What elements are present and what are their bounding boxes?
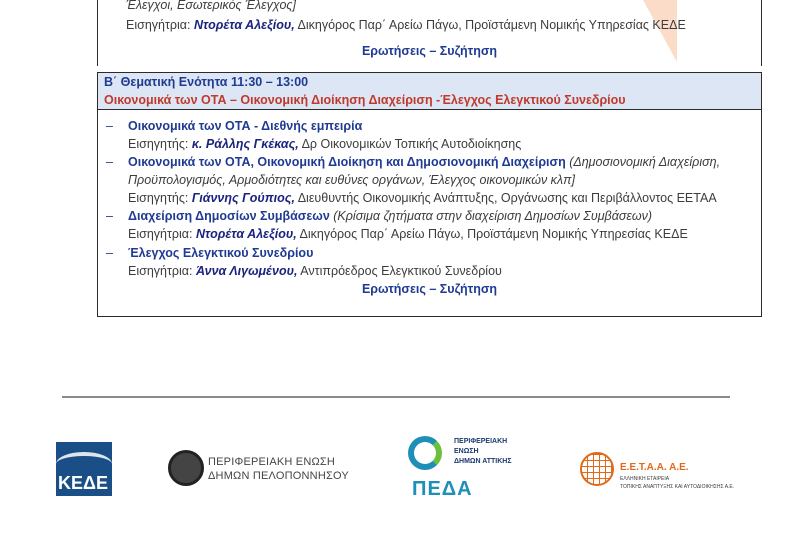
speaker-label: Εισηγήτρια:: [128, 227, 196, 241]
topic-title: Οικονομικά των ΟΤΑ, Οικονομική Διοίκηση και Δημοσιονομική Διαχείριση: [128, 155, 566, 169]
speaker-title: Δικηγόρος Παρ΄ Αρείω Πάγω, Προϊστάμενη Νομικής Υπηρεσίας ΚΕΔΕ: [296, 227, 688, 241]
speaker-label: Εισηγήτρια:: [126, 18, 194, 32]
topic-title: Οικονομικά των ΟΤΑ - Διεθνής εμπειρία: [128, 119, 363, 133]
list-item-topic: [128, 119, 362, 133]
speaker-title: Αντιπρόεδρος Ελεγκτικού Συνεδρίου: [297, 264, 502, 278]
speaker-title: Δικηγόρος Παρ΄ Αρείω Πάγω, Προϊστάμενη Νομικής Υπηρεσίας ΚΕΔΕ: [294, 18, 686, 32]
topic-note: (Κρίσιμα ζητήματα στην διαχείριση Δημοσίων Συμβάσεων): [329, 209, 653, 223]
logo-text-line2: ΕΝΩΣΗ: [454, 448, 479, 455]
speaker-line: [128, 227, 688, 241]
eetaa-wordmark: Ε.Ε.Τ.Α.Α. Α.Ε.: [620, 462, 689, 473]
speaker-label: Εισηγήτρια:: [128, 264, 196, 278]
topic-note: (Δημοσιονομική Διαχείριση,: [565, 155, 721, 169]
questions-discussion: Ερωτήσεις – Συζήτηση: [361, 282, 498, 296]
topic-title: Διαχείριση Δημοσίων Συμβάσεων: [128, 209, 330, 223]
topic-note-continued: Προϋπολογισμός, Αρμοδιότητες και ευθύνες οργάνων, Έλεγχος οικονομικών κλπ]: [128, 173, 575, 187]
list-item-topic: [128, 155, 720, 169]
logo-text-line1: ΠΕΡΙΦΕΡΕΙΑΚΗ: [454, 438, 508, 445]
kede-logo-text: ΚΕΔΕ: [58, 473, 108, 493]
previous-session-block: [97, 0, 762, 66]
list-item-topic: [128, 209, 652, 223]
section-subtitle: Οικονομικά των ΟΤΑ – Οικονομική Διοίκηση Διαχείριση -Έλεγχος Ελεγκτικού Συνεδρίου: [104, 93, 626, 107]
topic-title: Έλεγχος Ελεγκτικού Συνεδρίου: [128, 246, 314, 260]
logo-text-line1: ΠΕΡΙΦΕΡΕΙΑΚΗ ΕΝΩΣΗ: [208, 456, 336, 468]
speaker-name: Γιάννης Γούπιος,: [191, 191, 295, 205]
speaker-label: Εισηγητής:: [128, 137, 192, 151]
peda-wordmark: ΠΕΔΑ: [412, 478, 473, 500]
questions-discussion: Ερωτήσεις – Συζήτηση: [361, 44, 498, 58]
topic-note: Έλεγχοι, Εσωτερικός Έλεγχος]: [126, 0, 296, 12]
logo-text-line2: ΔΗΜΩΝ ΠΕΛΟΠΟΝΝΗΣΟΥ: [208, 470, 349, 482]
list-item-topic: [128, 246, 313, 260]
speaker-label: Εισηγητής:: [128, 191, 192, 205]
list-bullet: –: [106, 246, 113, 260]
ped-peloponnese-logo: [168, 450, 363, 492]
speaker-line: [128, 264, 502, 278]
speaker-name: Άννα Λιγωμένου,: [195, 264, 298, 278]
logo-subtitle-line2: ΤΟΠΙΚΗΣ ΑΝΑΠΤΥΞΗΣ ΚΑΙ ΑΥΤΟΔΙΟΙΚΗΣΗΣ Α.Ε.: [620, 484, 735, 490]
globe-icon: [580, 452, 614, 486]
session-agenda: [97, 110, 762, 317]
speaker-title: Διευθυντής Οικονομικής Ανάπτυξης, Οργάνωσης και Περιβάλλοντος ΕΕΤΑΑ: [294, 191, 717, 205]
speaker-line: [126, 18, 686, 32]
section-header: [97, 72, 762, 110]
logo-text-line3: ΔΗΜΩΝ ΑΤΤΙΚΗΣ: [454, 458, 512, 465]
speaker-name: Ντορέτα Αλεξίου,: [193, 18, 295, 32]
speaker-line: [128, 137, 521, 151]
kede-logo: [56, 442, 112, 496]
eetaa-logo: [576, 444, 746, 500]
list-bullet: –: [106, 209, 113, 223]
speaker-name: κ. Ράλλης Γκέκας,: [191, 137, 299, 151]
emblem-icon: [168, 450, 204, 486]
speaker-line: [128, 191, 717, 205]
list-bullet: –: [106, 119, 113, 133]
peda-logo: [392, 426, 532, 502]
footer-divider: [62, 396, 730, 398]
section-title: Β΄ Θεματική Ενότητα 11:30 – 13:00: [104, 75, 309, 89]
list-bullet: –: [106, 155, 113, 169]
speaker-name: Ντορέτα Αλεξίου,: [195, 227, 297, 241]
speaker-title: Δρ Οικονομικών Τοπικής Αυτοδιοίκησης: [298, 137, 522, 151]
swirl-icon: [408, 436, 442, 470]
logo-subtitle-line1: ΕΛΛΗΝΙΚΗ ΕΤΑΙΡΕΙΑ: [620, 476, 670, 482]
